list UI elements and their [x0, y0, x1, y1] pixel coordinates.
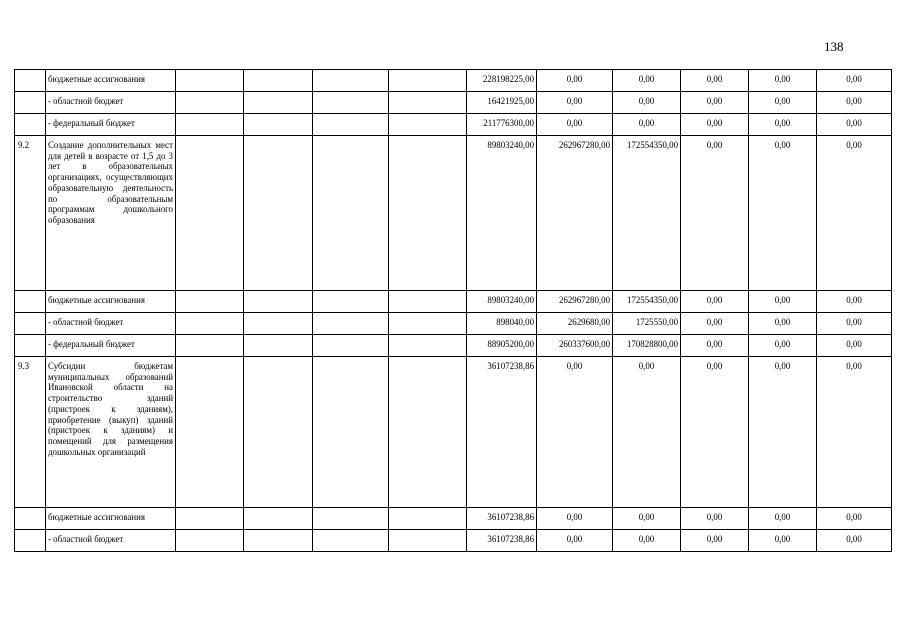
row-index: [15, 114, 46, 136]
table-row: [15, 508, 892, 530]
value-cell: 0,00: [681, 291, 749, 313]
value-cell: 262967280,00: [537, 291, 613, 313]
row-index: [15, 335, 46, 357]
empty-cell: [313, 335, 389, 357]
empty-cell: [244, 313, 313, 335]
empty-cell: [244, 70, 313, 92]
empty-cell: [244, 291, 313, 313]
value-cell: 0,00: [537, 508, 613, 530]
value-cell: 898040,00: [467, 313, 537, 335]
value-cell: 0,00: [613, 508, 681, 530]
page-number: 138: [824, 39, 844, 54]
value-cell: 0,00: [613, 530, 681, 552]
row-description: - областной бюджет: [46, 313, 176, 335]
empty-cell: [389, 114, 467, 136]
row-description: бюджетные ассигнования: [46, 70, 176, 92]
value-cell: 0,00: [749, 70, 817, 92]
value-cell: 0,00: [817, 92, 892, 114]
empty-cell: [389, 291, 467, 313]
value-cell: 0,00: [681, 530, 749, 552]
value-cell: 0,00: [681, 335, 749, 357]
empty-cell: [244, 114, 313, 136]
empty-cell: [389, 136, 467, 291]
value-cell: 0,00: [817, 136, 892, 291]
empty-cell: [176, 357, 244, 508]
empty-cell: [244, 508, 313, 530]
empty-cell: [389, 508, 467, 530]
empty-cell: [313, 70, 389, 92]
value-cell: 228198225,00: [467, 70, 537, 92]
row-description: бюджетные ассигнования: [46, 291, 176, 313]
value-cell: 260337600,00: [537, 335, 613, 357]
empty-cell: [389, 313, 467, 335]
value-cell: 0,00: [537, 357, 613, 508]
value-cell: 170828800,00: [613, 335, 681, 357]
value-cell: 36107238,86: [467, 357, 537, 508]
empty-cell: [244, 357, 313, 508]
row-description: - федеральный бюджет: [46, 335, 176, 357]
empty-cell: [389, 357, 467, 508]
row-index: [15, 313, 46, 335]
value-cell: 262967280,00: [537, 136, 613, 291]
row-description: - федеральный бюджет: [46, 114, 176, 136]
value-cell: 0,00: [537, 92, 613, 114]
value-cell: 0,00: [817, 530, 892, 552]
value-cell: 0,00: [681, 92, 749, 114]
value-cell: 0,00: [749, 92, 817, 114]
value-cell: 0,00: [681, 357, 749, 508]
value-cell: 172554350,00: [613, 136, 681, 291]
empty-cell: [176, 335, 244, 357]
value-cell: 0,00: [749, 508, 817, 530]
value-cell: 0,00: [749, 114, 817, 136]
empty-cell: [313, 92, 389, 114]
value-cell: 0,00: [537, 114, 613, 136]
value-cell: 0,00: [749, 357, 817, 508]
value-cell: 0,00: [613, 114, 681, 136]
budget-table: [14, 69, 892, 552]
value-cell: 0,00: [749, 291, 817, 313]
value-cell: 0,00: [749, 335, 817, 357]
empty-cell: [244, 136, 313, 291]
value-cell: 0,00: [681, 313, 749, 335]
row-description: - областной бюджет: [46, 92, 176, 114]
value-cell: 89803240,00: [467, 291, 537, 313]
empty-cell: [244, 530, 313, 552]
value-cell: 89803240,00: [467, 136, 537, 291]
row-description: бюджетные ассигнования: [46, 508, 176, 530]
table-row: [15, 70, 892, 92]
value-cell: 0,00: [817, 357, 892, 508]
empty-cell: [313, 357, 389, 508]
empty-cell: [176, 291, 244, 313]
empty-cell: [176, 313, 244, 335]
table-row: [15, 335, 892, 357]
empty-cell: [244, 335, 313, 357]
value-cell: 0,00: [537, 530, 613, 552]
row-index: 9.2: [15, 136, 46, 291]
row-index: [15, 508, 46, 530]
empty-cell: [313, 530, 389, 552]
empty-cell: [389, 335, 467, 357]
value-cell: 0,00: [817, 335, 892, 357]
row-description: Субсидии бюджетам муниципальных образований Ивановской области на строительство зданий (пристроек к зданиям), приобретение (выкуп) зданий (пристроек к зданиям) и помещений для размещения дошкольных организаций: [46, 357, 176, 508]
empty-cell: [176, 530, 244, 552]
value-cell: 36107238,86: [467, 508, 537, 530]
empty-cell: [244, 92, 313, 114]
row-index: [15, 530, 46, 552]
empty-cell: [313, 313, 389, 335]
value-cell: 211776300,00: [467, 114, 537, 136]
table-row: [15, 92, 892, 114]
table-row: [15, 357, 892, 508]
value-cell: 0,00: [817, 114, 892, 136]
empty-cell: [313, 136, 389, 291]
table-row: [15, 291, 892, 313]
row-index: [15, 92, 46, 114]
empty-cell: [313, 508, 389, 530]
empty-cell: [313, 291, 389, 313]
value-cell: 172554350,00: [613, 291, 681, 313]
empty-cell: [313, 114, 389, 136]
value-cell: 0,00: [749, 136, 817, 291]
empty-cell: [176, 136, 244, 291]
row-index: 9.3: [15, 357, 46, 508]
value-cell: 88905200,00: [467, 335, 537, 357]
empty-cell: [176, 70, 244, 92]
row-index: [15, 70, 46, 92]
value-cell: 0,00: [613, 92, 681, 114]
empty-cell: [176, 114, 244, 136]
value-cell: 36107238,86: [467, 530, 537, 552]
row-description: - областной бюджет: [46, 530, 176, 552]
row-index: [15, 291, 46, 313]
value-cell: 0,00: [681, 136, 749, 291]
table-row: [15, 114, 892, 136]
value-cell: 0,00: [749, 313, 817, 335]
value-cell: 0,00: [817, 70, 892, 92]
value-cell: 0,00: [749, 530, 817, 552]
value-cell: 0,00: [681, 114, 749, 136]
empty-cell: [176, 508, 244, 530]
table-row: [15, 530, 892, 552]
value-cell: 0,00: [681, 70, 749, 92]
value-cell: 0,00: [817, 508, 892, 530]
table-row: [15, 313, 892, 335]
value-cell: 0,00: [817, 313, 892, 335]
empty-cell: [389, 92, 467, 114]
table-row: [15, 136, 892, 291]
value-cell: 0,00: [613, 70, 681, 92]
value-cell: 2629680,00: [537, 313, 613, 335]
empty-cell: [176, 92, 244, 114]
value-cell: 0,00: [817, 291, 892, 313]
value-cell: 0,00: [681, 508, 749, 530]
value-cell: 0,00: [537, 70, 613, 92]
value-cell: 1725550,00: [613, 313, 681, 335]
value-cell: 0,00: [613, 357, 681, 508]
empty-cell: [389, 70, 467, 92]
value-cell: 16421925,00: [467, 92, 537, 114]
empty-cell: [389, 530, 467, 552]
row-description: Создание дополнительных мест для детей в возрасте от 1,5 до 3 лет в образовательных организациях, осуществляющих образовательную деятельность по образовательным программам дошкольного образования: [46, 136, 176, 291]
